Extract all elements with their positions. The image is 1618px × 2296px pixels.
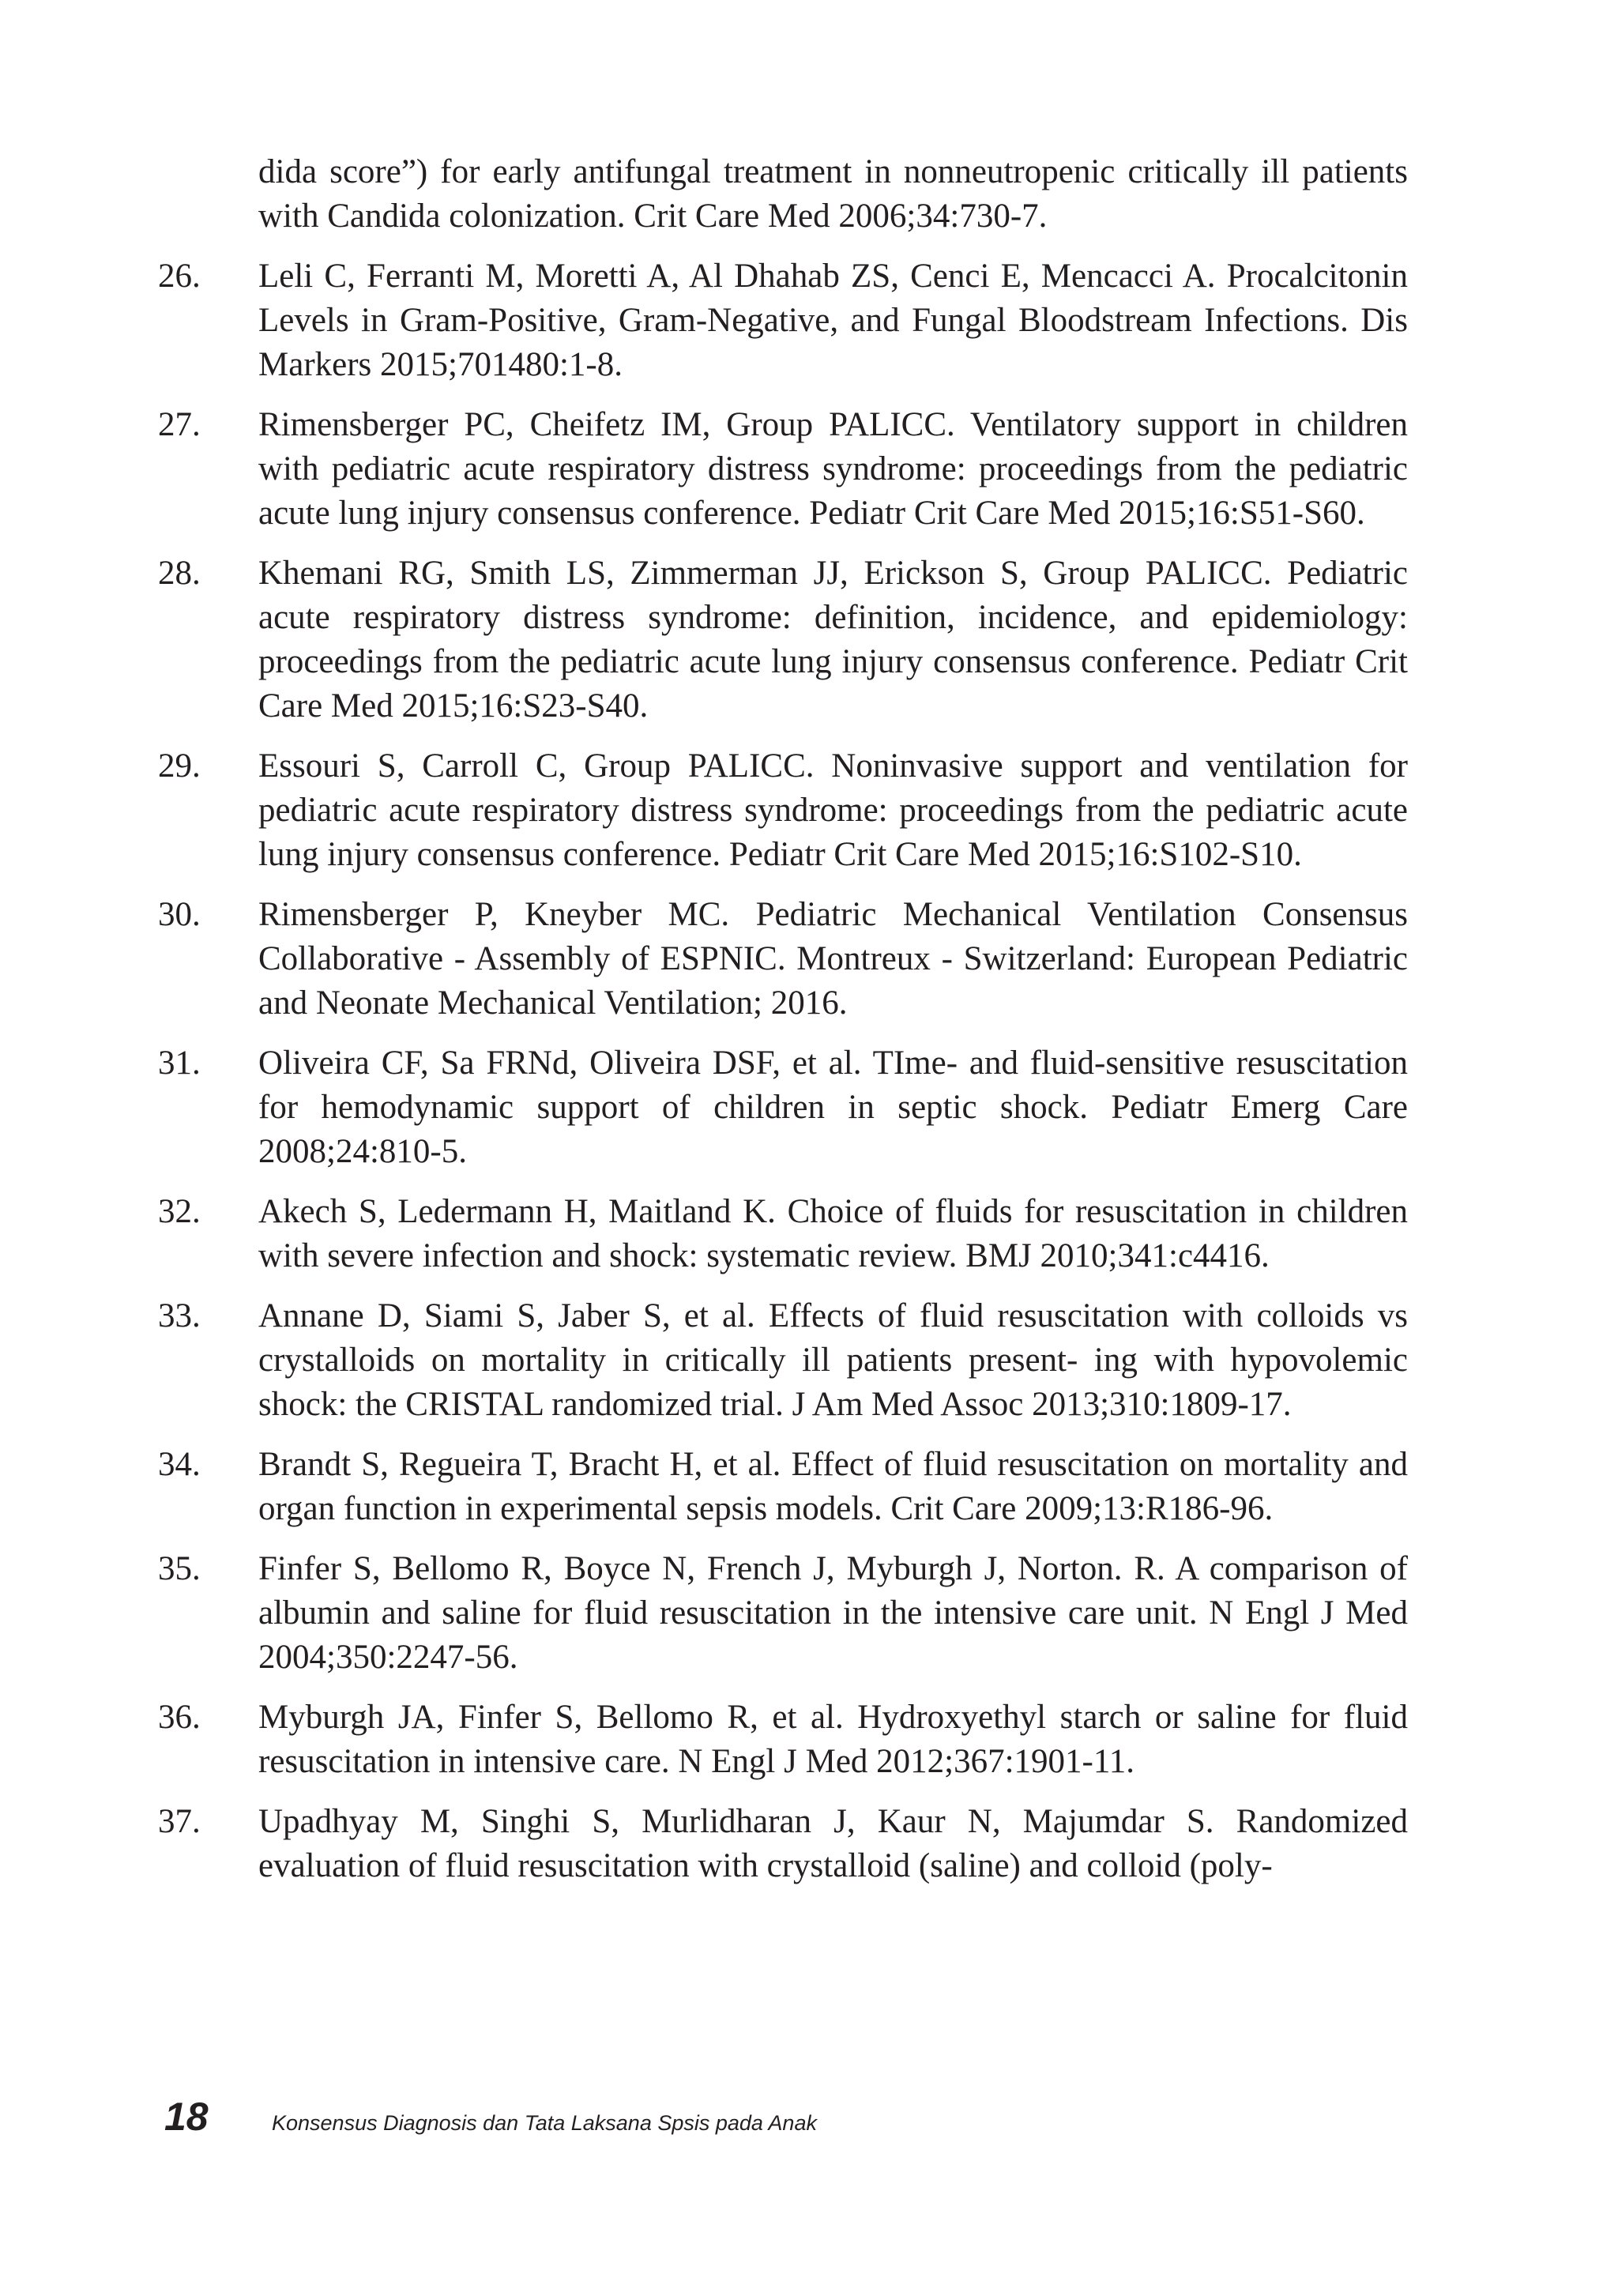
reference-text: Annane D, Siami S, Jaber S, et al. Effects of fluid resuscitation with colloids vs crystalloids on mortality in critically ill patients present- ing with hypovolemic shock: the CRISTAL randomized trial. J Am Med Assoc 2013;310:1809-17. (258, 1297, 1408, 1423)
reference-item (158, 1696, 1408, 1784)
reference-number: 36. (158, 1699, 201, 1736)
reference-number: 28. (158, 555, 201, 592)
reference-text: dida score”) for early antifungal treatment in nonneutropenic critically ill patients with Candida colonization. Crit Care Med 2006;34:730-7. (258, 153, 1408, 235)
reference-number: 33. (158, 1297, 201, 1334)
reference-text: Myburgh JA, Finfer S, Bellomo R, et al. Hydroxyethyl starch or saline for fluid resuscitation in intensive care. N Engl J Med 2012;367:1901-11. (258, 1699, 1408, 1780)
reference-text: Finfer S, Bellomo R, Boyce N, French J, Myburgh J, Norton. R. A comparison of albumin and saline for fluid resuscitation in the intensive care unit. N Engl J Med 2004;350:2247-56. (258, 1550, 1408, 1676)
reference-text: Rimensberger P, Kneyber MC. Pediatric Mechanical Ventilation Consensus Collaborative - Assembly of ESPNIC. Montreux - Switzerland: European Pediatric and Neonate Mechanical Ventilation; 2016. (258, 896, 1408, 1022)
reference-item (158, 254, 1408, 387)
reference-text: Rimensberger PC, Cheifetz IM, Group PALICC. Ventilatory support in children with pediatric acute respiratory distress syndrome: proceedings from the pediatric acute lung injury consensus conference. Pediatr Crit Care Med 2015;16:S51-S60. (258, 406, 1408, 532)
reference-number: 27. (158, 406, 201, 443)
reference-number: 29. (158, 747, 201, 785)
reference-item (158, 1190, 1408, 1278)
running-title: Konsensus Diagnosis dan Tata Laksana Spsis pada Anak (272, 2111, 817, 2135)
reference-text: Brandt S, Regueira T, Bracht H, et al. Effect of fluid resuscitation on mortality and organ function in experimental sepsis models. Crit Care 2009;13:R186-96. (258, 1446, 1408, 1527)
reference-list (158, 150, 1408, 1904)
reference-item (158, 1547, 1408, 1680)
reference-text: Essouri S, Carroll C, Group PALICC. Noninvasive support and ventilation for pediatric acute respiratory distress syndrome: proceedings from the pediatric acute lung injury consensus conference. Pediatr Crit Care Med 2015;16:S102-S10. (258, 747, 1408, 873)
page-number: 18 (164, 2095, 209, 2139)
reference-item (158, 1294, 1408, 1427)
reference-item (158, 744, 1408, 877)
reference-text: Oliveira CF, Sa FRNd, Oliveira DSF, et al. TIme- and fluid-sensitive resuscitation for hemodynamic support of children in septic shock. Pediatr Emerg Care 2008;24:810-5. (258, 1044, 1408, 1170)
reference-number: 34. (158, 1446, 201, 1483)
reference-number: 31. (158, 1044, 201, 1082)
reference-text: Khemani RG, Smith LS, Zimmerman JJ, Erickson S, Group PALICC. Pediatric acute respiratory distress syndrome: definition, incidence, and epidemiology: proceedings from the pediatric acute lung injury consensus conference. Pediatr Crit Care Med 2015;16:S23-S40. (258, 555, 1408, 725)
reference-text: Upadhyay M, Singhi S, Murlidharan J, Kaur N, Majumdar S. Randomized evaluation of fluid resuscitation with crystalloid (saline) and colloid (poly- (258, 1803, 1408, 1884)
reference-number: 26. (158, 258, 201, 295)
reference-number: 32. (158, 1193, 201, 1230)
reference-number: 37. (158, 1803, 201, 1840)
reference-item (158, 551, 1408, 728)
reference-item (158, 1800, 1408, 1888)
reference-item (158, 403, 1408, 536)
reference-item (158, 150, 1408, 239)
reference-number: 35. (158, 1550, 201, 1587)
reference-item (158, 1443, 1408, 1531)
page-footer (164, 2094, 817, 2149)
reference-text: Akech S, Ledermann H, Maitland K. Choice of fluids for resuscitation in children with severe infection and shock: systematic review. BMJ 2010;341:c4416. (258, 1193, 1408, 1274)
reference-number: 30. (158, 896, 201, 933)
reference-item (158, 893, 1408, 1026)
reference-text: Leli C, Ferranti M, Moretti A, Al Dhahab ZS, Cenci E, Mencacci A. Procalcitonin Levels in Gram-Positive, Gram-Negative, and Fungal Bloodstream Infections. Dis Markers 2015;701480:1-8. (258, 258, 1408, 383)
reference-item (158, 1041, 1408, 1174)
